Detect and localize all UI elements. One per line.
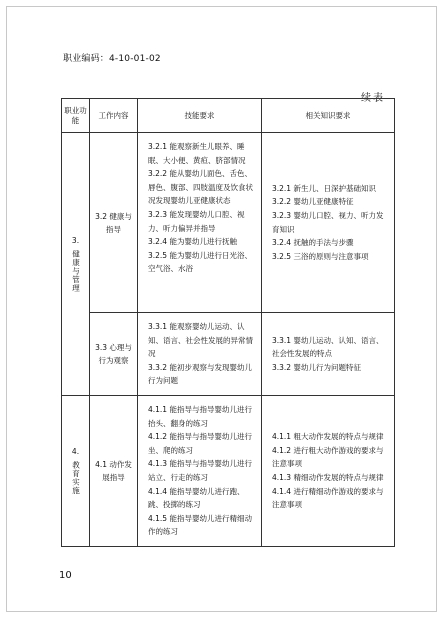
skills-cell — [138, 313, 262, 396]
skill-item: 3.2.4 能为婴幼儿进行抚触 — [148, 237, 237, 247]
function-name: 教育实施 — [71, 460, 81, 495]
skill-item: 3.2.5 能为婴幼儿进行日光浴、空气浴、水浴 — [148, 250, 252, 274]
header-work: 工作内容 — [90, 99, 138, 133]
function-cell — [62, 395, 90, 546]
knowledge-item: 4.1.4 进行精细动作游戏的要求与注意事项 — [272, 486, 384, 510]
skills-cell — [138, 395, 262, 546]
function-name: 健康与管理 — [71, 249, 81, 293]
knowledge-cell — [262, 395, 395, 546]
knowledge-item: 3.3.2 婴幼儿行为问题特征 — [272, 362, 361, 372]
knowledge-item: 4.1.3 精细动作发展的特点与规律 — [272, 472, 384, 482]
knowledge-item: 4.1.1 粗大动作发展的特点与规律 — [272, 432, 384, 442]
table-row — [62, 133, 395, 313]
knowledge-item: 3.3.1 婴幼儿运动、认知、语言、社会性发展的特点 — [272, 335, 384, 359]
work-cell: 3.2 健康与指导 — [90, 133, 138, 313]
knowledge-item: 3.2.3 婴幼儿口腔、视力、听力发育知识 — [272, 210, 384, 234]
knowledge-item: 3.2.4 抚触的手法与步骤 — [272, 238, 354, 248]
continued-label: 续表 — [361, 93, 385, 104]
skills-table — [61, 98, 395, 547]
skill-item: 4.1.1 能指导与指导婴幼儿进行抬头、翻身的练习 — [148, 404, 252, 428]
header-function: 职业功能 — [62, 99, 90, 133]
knowledge-item: 3.2.5 三浴的原则与注意事项 — [272, 251, 369, 261]
knowledge-cell — [262, 313, 395, 396]
knowledge-item: 4.1.2 进行粗大动作游戏的要求与注意事项 — [272, 445, 384, 469]
job-code: 职业编码：4-10-01-02 — [63, 54, 161, 64]
work-cell: 4.1 动作发展指导 — [90, 395, 138, 546]
skill-item: 4.1.3 能指导与指导婴幼儿进行站立、行走的练习 — [148, 459, 252, 482]
header-skills: 技能要求 — [138, 99, 262, 133]
function-cell — [62, 133, 90, 396]
skill-item: 3.2.2 能从婴幼儿面色、舌色、唇色、腹部、四肢温度及饮食状况发现婴幼儿亚健康状态 — [148, 169, 253, 206]
function-number: 3. — [71, 235, 80, 245]
table-row — [62, 313, 395, 396]
page-number: 10 — [59, 570, 72, 581]
knowledge-cell — [262, 133, 395, 313]
knowledge-item: 3.2.2 婴幼儿亚健康特征 — [272, 197, 354, 207]
skill-item: 4.1.2 能指导与指导婴幼儿进行坐、爬的练习 — [148, 432, 252, 455]
skill-item: 4.1.5 能指导婴幼儿进行精细动作的练习 — [148, 513, 252, 537]
function-number: 4. — [71, 446, 80, 456]
table-header-row — [62, 99, 395, 133]
skill-item: 3.2.1 能观察新生儿眼养、睡眠、大小便、黄疸、脐部情况 — [148, 142, 246, 165]
skill-item: 3.3.2 能初步观察与发现婴幼儿行为问题 — [148, 362, 252, 386]
table-row — [62, 395, 395, 546]
knowledge-item: 3.2.1 新生儿、日深护基础知识 — [272, 183, 376, 193]
skill-item: 3.2.3 能发现婴幼儿口腔、视力、听力偏异并指导 — [148, 209, 245, 233]
skill-item: 3.3.1 能观察婴幼儿运动、认知、语言、社会性发展的异常情况 — [148, 322, 253, 359]
skill-item: 4.1.4 能指导婴幼儿进行跑、跳、投掷的练习 — [148, 486, 245, 510]
header-knowledge: 相关知识要求 — [262, 99, 395, 133]
skills-cell — [138, 133, 262, 313]
work-cell: 3.3 心理与行为观察 — [90, 313, 138, 396]
